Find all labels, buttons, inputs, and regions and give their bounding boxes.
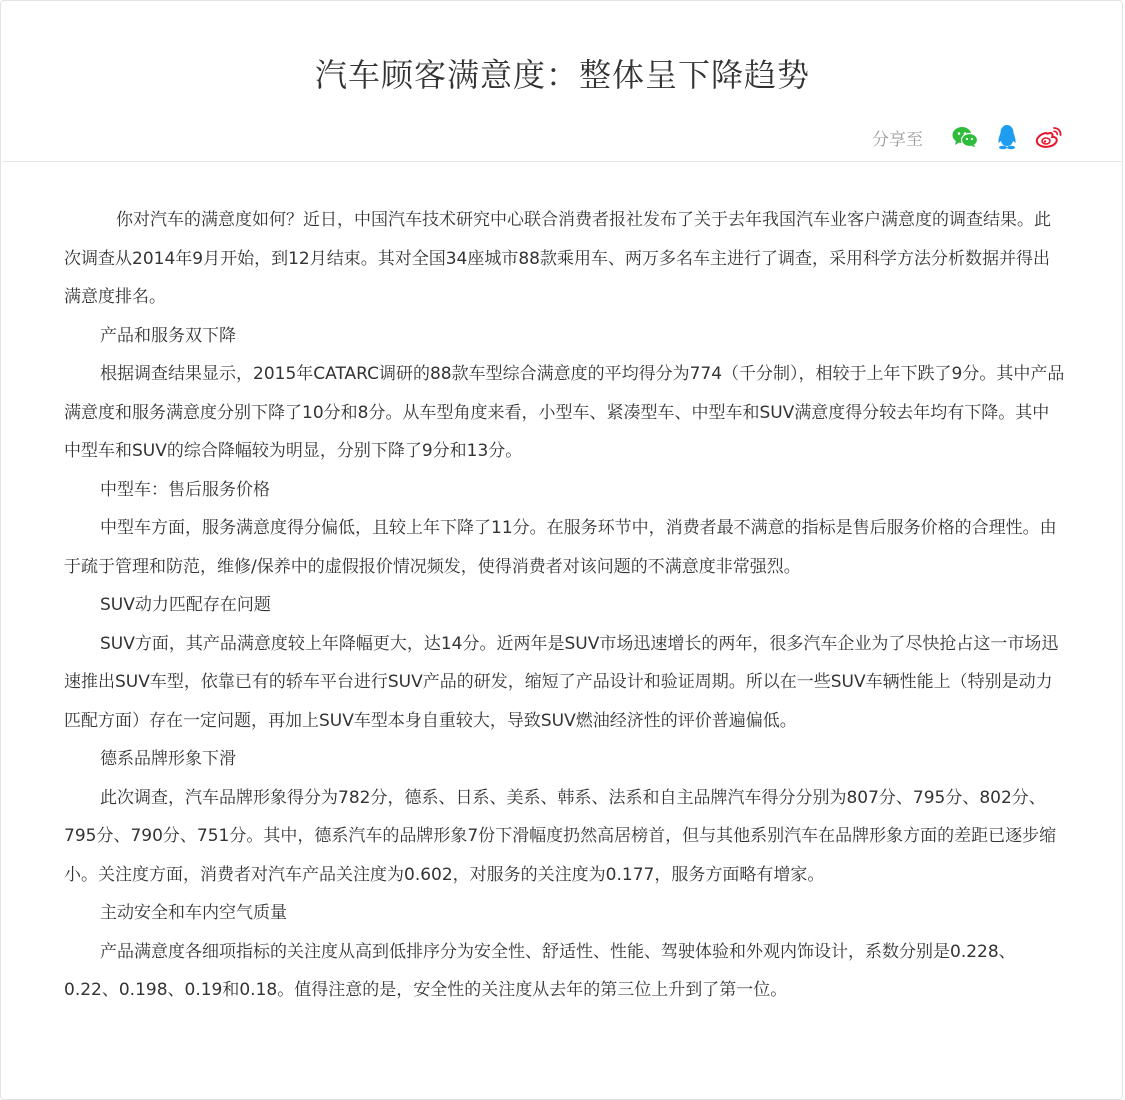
wechat-icon[interactable] <box>951 123 979 151</box>
paragraph: 此次调查，汽车品牌形象得分为782分，德系、日系、美系、韩系、法系和自主品牌汽车得分分别为807分、795分、802分、795分、790分、751分。其中，德系汽车的品牌形象7份下滑幅度扔然高居榜首，但与其他系别汽车在品牌形象方面的差距已逐步缩小。关注度方面，消费者对汽车产品关注度为0.602，对服务的关注度为0.177，服务方面略有增家。 <box>64 787 1057 885</box>
qq-icon[interactable] <box>993 123 1021 151</box>
section-heading-safety-air: 主动安全和车内空气质量 <box>100 903 287 923</box>
weibo-icon[interactable] <box>1035 123 1063 151</box>
paragraph-intro: 你对汽车的满意度如何？近日，中国汽车技术研究中心联合消费者报社发布了关于去年我国汽车业客户满意度的调查结果。此次调查从2014年9月开始，到12月结束。其对全国34座城市88款乘用车、两万多名车主进行了调查，采用科学方法分析数据并得出满意度排名。 <box>64 210 1051 307</box>
section-heading-midsize: 中型车：售后服务价格 <box>100 479 270 500</box>
section-heading-german-brand: 德系品牌形象下滑 <box>100 749 236 769</box>
paragraph: 中型车方面，服务满意度得分偏低，且较上年下降了11分。在服务环节中，消费者最不满意的指标是售后服务价格的合理性。由于疏于管理和防范，维修/保养中的虚假报价情况频发，使得消费者对该问题的不满意度非常强烈。 <box>64 518 1057 577</box>
section-heading-suv: SUV动力匹配存在问题 <box>100 595 271 615</box>
share-label: 分享至 <box>872 129 923 150</box>
article-body <box>64 201 1066 1010</box>
article-title: 汽车顾客满意度：整体呈下降趋势 <box>314 56 810 94</box>
article-header <box>2 2 1123 162</box>
paragraph: 产品满意度各细项指标的关注度从高到低排序分为安全性、舒适性、性能、驾驶体验和外观内饰设计，系数分别是0.228、0.22、0.198、0.19和0.18。值得注意的是，安全性的关注度从去年的第三位上升到了第一位。 <box>64 941 1016 1000</box>
share-bar <box>872 122 1063 152</box>
section-heading-product-service: 产品和服务双下降 <box>100 325 236 346</box>
paragraph: SUV方面，其产品满意度较上年降幅更大，达14分。近两年是SUV市场迅速增长的两年，很多汽车企业为了尽快抢占这一市场迅速推出SUV车型，依靠已有的轿车平台进行SUV产品的研发，缩短了产品设计和验证周期。所以在一些SUV车辆性能上（特别是动力匹配方面）存在一定问题，再加上SUV车型本身自重较大，导致SUV燃油经济性的评价普遍偏低。 <box>64 633 1059 731</box>
paragraph: 根据调查结果显示，2015年CATARC调研的88款车型综合满意度的平均得分为774（千分制），相较于上年下跌了9分。其中产品满意度和服务满意度分别下降了10分和8分。从车型角度来看，小型车、紧凑型车、中型车和SUV满意度得分较去年均有下降。其中中型车和SUV的综合降幅较为明显，分别下降了9分和13分。 <box>64 364 1065 461</box>
